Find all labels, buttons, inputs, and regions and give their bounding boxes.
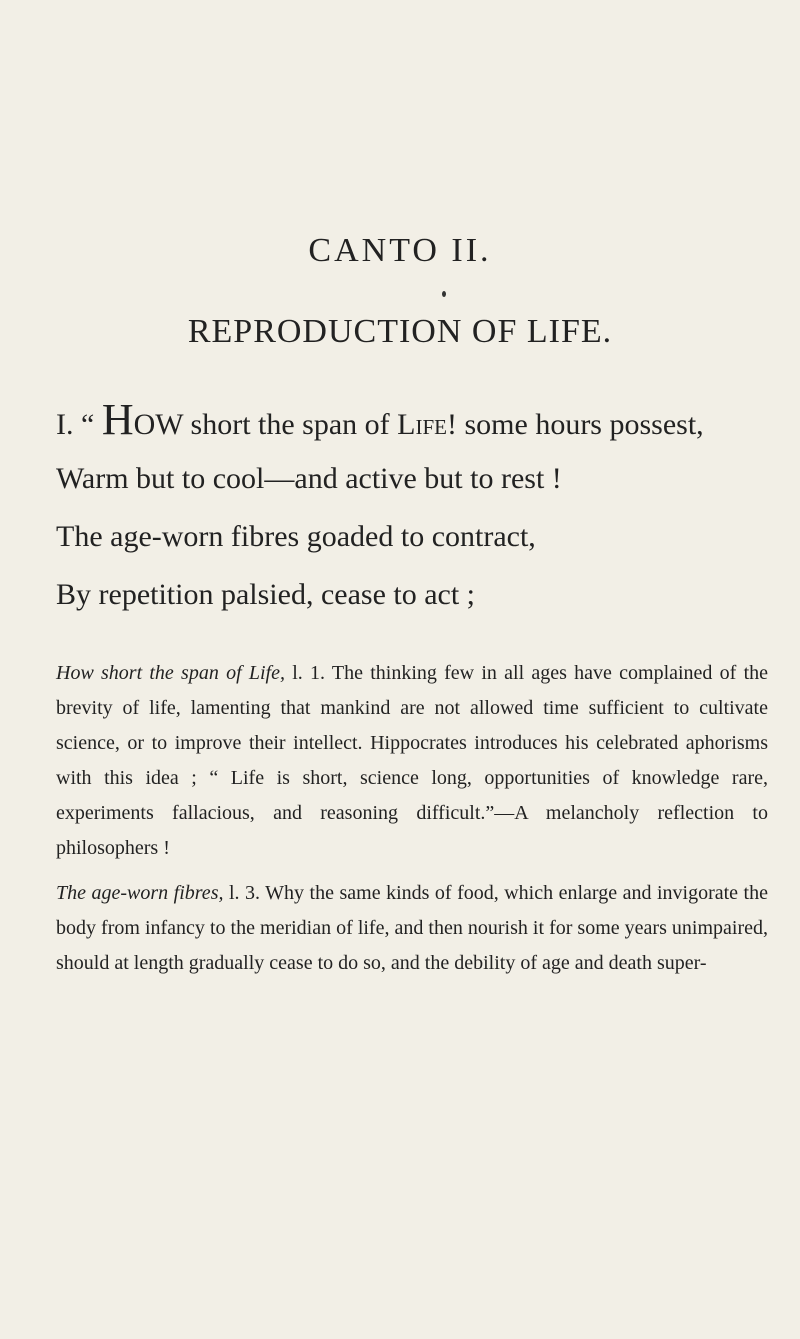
note-2-text: l. 3. Why the same kinds of food, which enlarge and invigorate the body from infancy to the meridian of life, and then nourish it for some years unimpaired, should at length gradually cease to do so, and the debility of age and death super-	[56, 882, 768, 974]
verse-line-1	[56, 395, 780, 444]
verse-line-2: Warm but to cool—and active but to rest !	[56, 462, 562, 495]
ornament-dot	[442, 291, 446, 297]
note-2	[56, 876, 768, 981]
canto-heading: CANTO II.	[308, 232, 492, 269]
note-1	[56, 656, 768, 866]
footnotes	[56, 656, 768, 991]
note-1-text: l. 1. The thinking few in all ages have complained of the brevity of life, lamenting that mankind are not allowed time sufficient to cultivate science, or to improve their intellect. Hippocrates introduces his celebrated aphorisms with this idea ; “ Life is short, science long, opportunities of knowledge rare, experiments fallacious, and reasoning difficult.”—A melancholy reflection to philosophers !	[56, 662, 769, 859]
verse-line-1-a: OW short the span of	[133, 408, 398, 441]
note-2-ref: The age-worn fibres,	[56, 882, 224, 904]
verse-line-1-b: ! some hours possest,	[447, 408, 704, 441]
verse-line-4: By repetition palsied, cease to act ;	[56, 578, 476, 611]
drop-cap: H	[101, 395, 134, 444]
note-1-ref: How short the span of Life,	[56, 662, 285, 684]
verse-line-1-smallcaps: Life	[397, 408, 447, 441]
verse-numeral: I. “	[56, 408, 102, 441]
verse-line-3: The age-worn fibres goaded to contract,	[56, 520, 536, 553]
chapter-title: REPRODUCTION OF LIFE.	[187, 313, 613, 350]
